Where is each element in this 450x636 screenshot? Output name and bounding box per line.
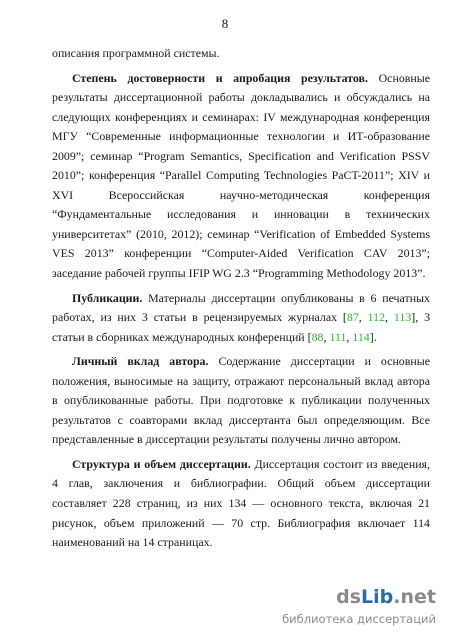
citation-link[interactable]: 87 bbox=[346, 310, 359, 325]
dslib-watermark bbox=[266, 586, 436, 630]
logo-part-lib: Lib bbox=[361, 586, 394, 608]
heading-structure: Структура и объем диссертации. bbox=[72, 456, 251, 471]
citation-link[interactable]: 114 bbox=[352, 329, 370, 344]
citation-link[interactable]: 88 bbox=[311, 329, 324, 344]
paragraph-validation bbox=[52, 69, 430, 284]
publications-text-a: Материалы диссертации опубликованы в 6 печатных работах, из них 3 статьи в рецензируемых журналах [ bbox=[52, 290, 430, 325]
paragraph-continuation bbox=[52, 44, 430, 64]
structure-text: Диссертация состоит из введения, 4 глав, заключения и библиографии. Общий объем диссертации составляет 228 страниц, из них 134 — основного текста, включая 21 рисунок, объем приложений — 70 стр. Библиография включает 114 наименований на 14 страницах. bbox=[52, 456, 430, 550]
paragraph-contribution bbox=[52, 352, 430, 450]
heading-contribution: Личный вклад автора. bbox=[72, 354, 209, 369]
continuation-text: описания программной системы. bbox=[52, 46, 220, 60]
citation-link[interactable]: 111 bbox=[329, 329, 347, 344]
watermark-subtitle: библиотека диссертаций bbox=[282, 612, 436, 626]
paragraph-publications bbox=[52, 289, 430, 348]
validation-text: Основные результаты диссертационной работы докладывались и обсуждались на следующих конференциях и семинарах: IV международная конференция МГУ “Современные информационные технологии и ИТ-образование 2009”; семинар “Program Semantics, Specification and Verification PSSV 2010”; конференция “Parallel Computing Technologies PaCT-2011”; XIV и XVI Всероссийская научно-методическая конференция “Фундаментальные исследования и инновации в технических университетах” (2010, 2012); семинар “Verification of Embedded Systems VES 2013” конференции “Computer-Aided Verification CAV 2013”; заседание рабочей группы IFIP WG 2.3 “Programming Methodology 2013”. bbox=[52, 70, 431, 281]
citation-separator: , bbox=[346, 329, 353, 344]
publications-text-c: ]. bbox=[369, 329, 377, 344]
citation-link[interactable]: 112 bbox=[367, 310, 386, 325]
citation-separator: , bbox=[358, 310, 368, 325]
publications-text-b: ], 3 статьи в сборниках международных конференций [ bbox=[52, 310, 431, 344]
heading-validation: Степень достоверности и апробация результатов. bbox=[72, 70, 368, 85]
contribution-text: Содержание диссертации и основные положения, выносимые на защиту, отражают персональный вклад автора в опубликованные работы. При подготовке к публикации полученных результатов с соавторами вклад диссертанта был определяющим. Все представленные в диссертации результаты получены лично автором. bbox=[52, 354, 430, 447]
citation-separator: , bbox=[385, 310, 394, 325]
dslib-logo bbox=[336, 586, 436, 608]
logo-part-net: .net bbox=[393, 586, 436, 608]
page-number: 8 bbox=[221, 16, 229, 31]
page-body bbox=[52, 44, 430, 553]
citation-separator: , bbox=[323, 329, 330, 344]
logo-part-ds: ds bbox=[336, 586, 362, 608]
heading-publications: Публикации. bbox=[72, 290, 143, 305]
citation-link[interactable]: 113 bbox=[393, 310, 412, 325]
paragraph-structure bbox=[52, 455, 430, 553]
